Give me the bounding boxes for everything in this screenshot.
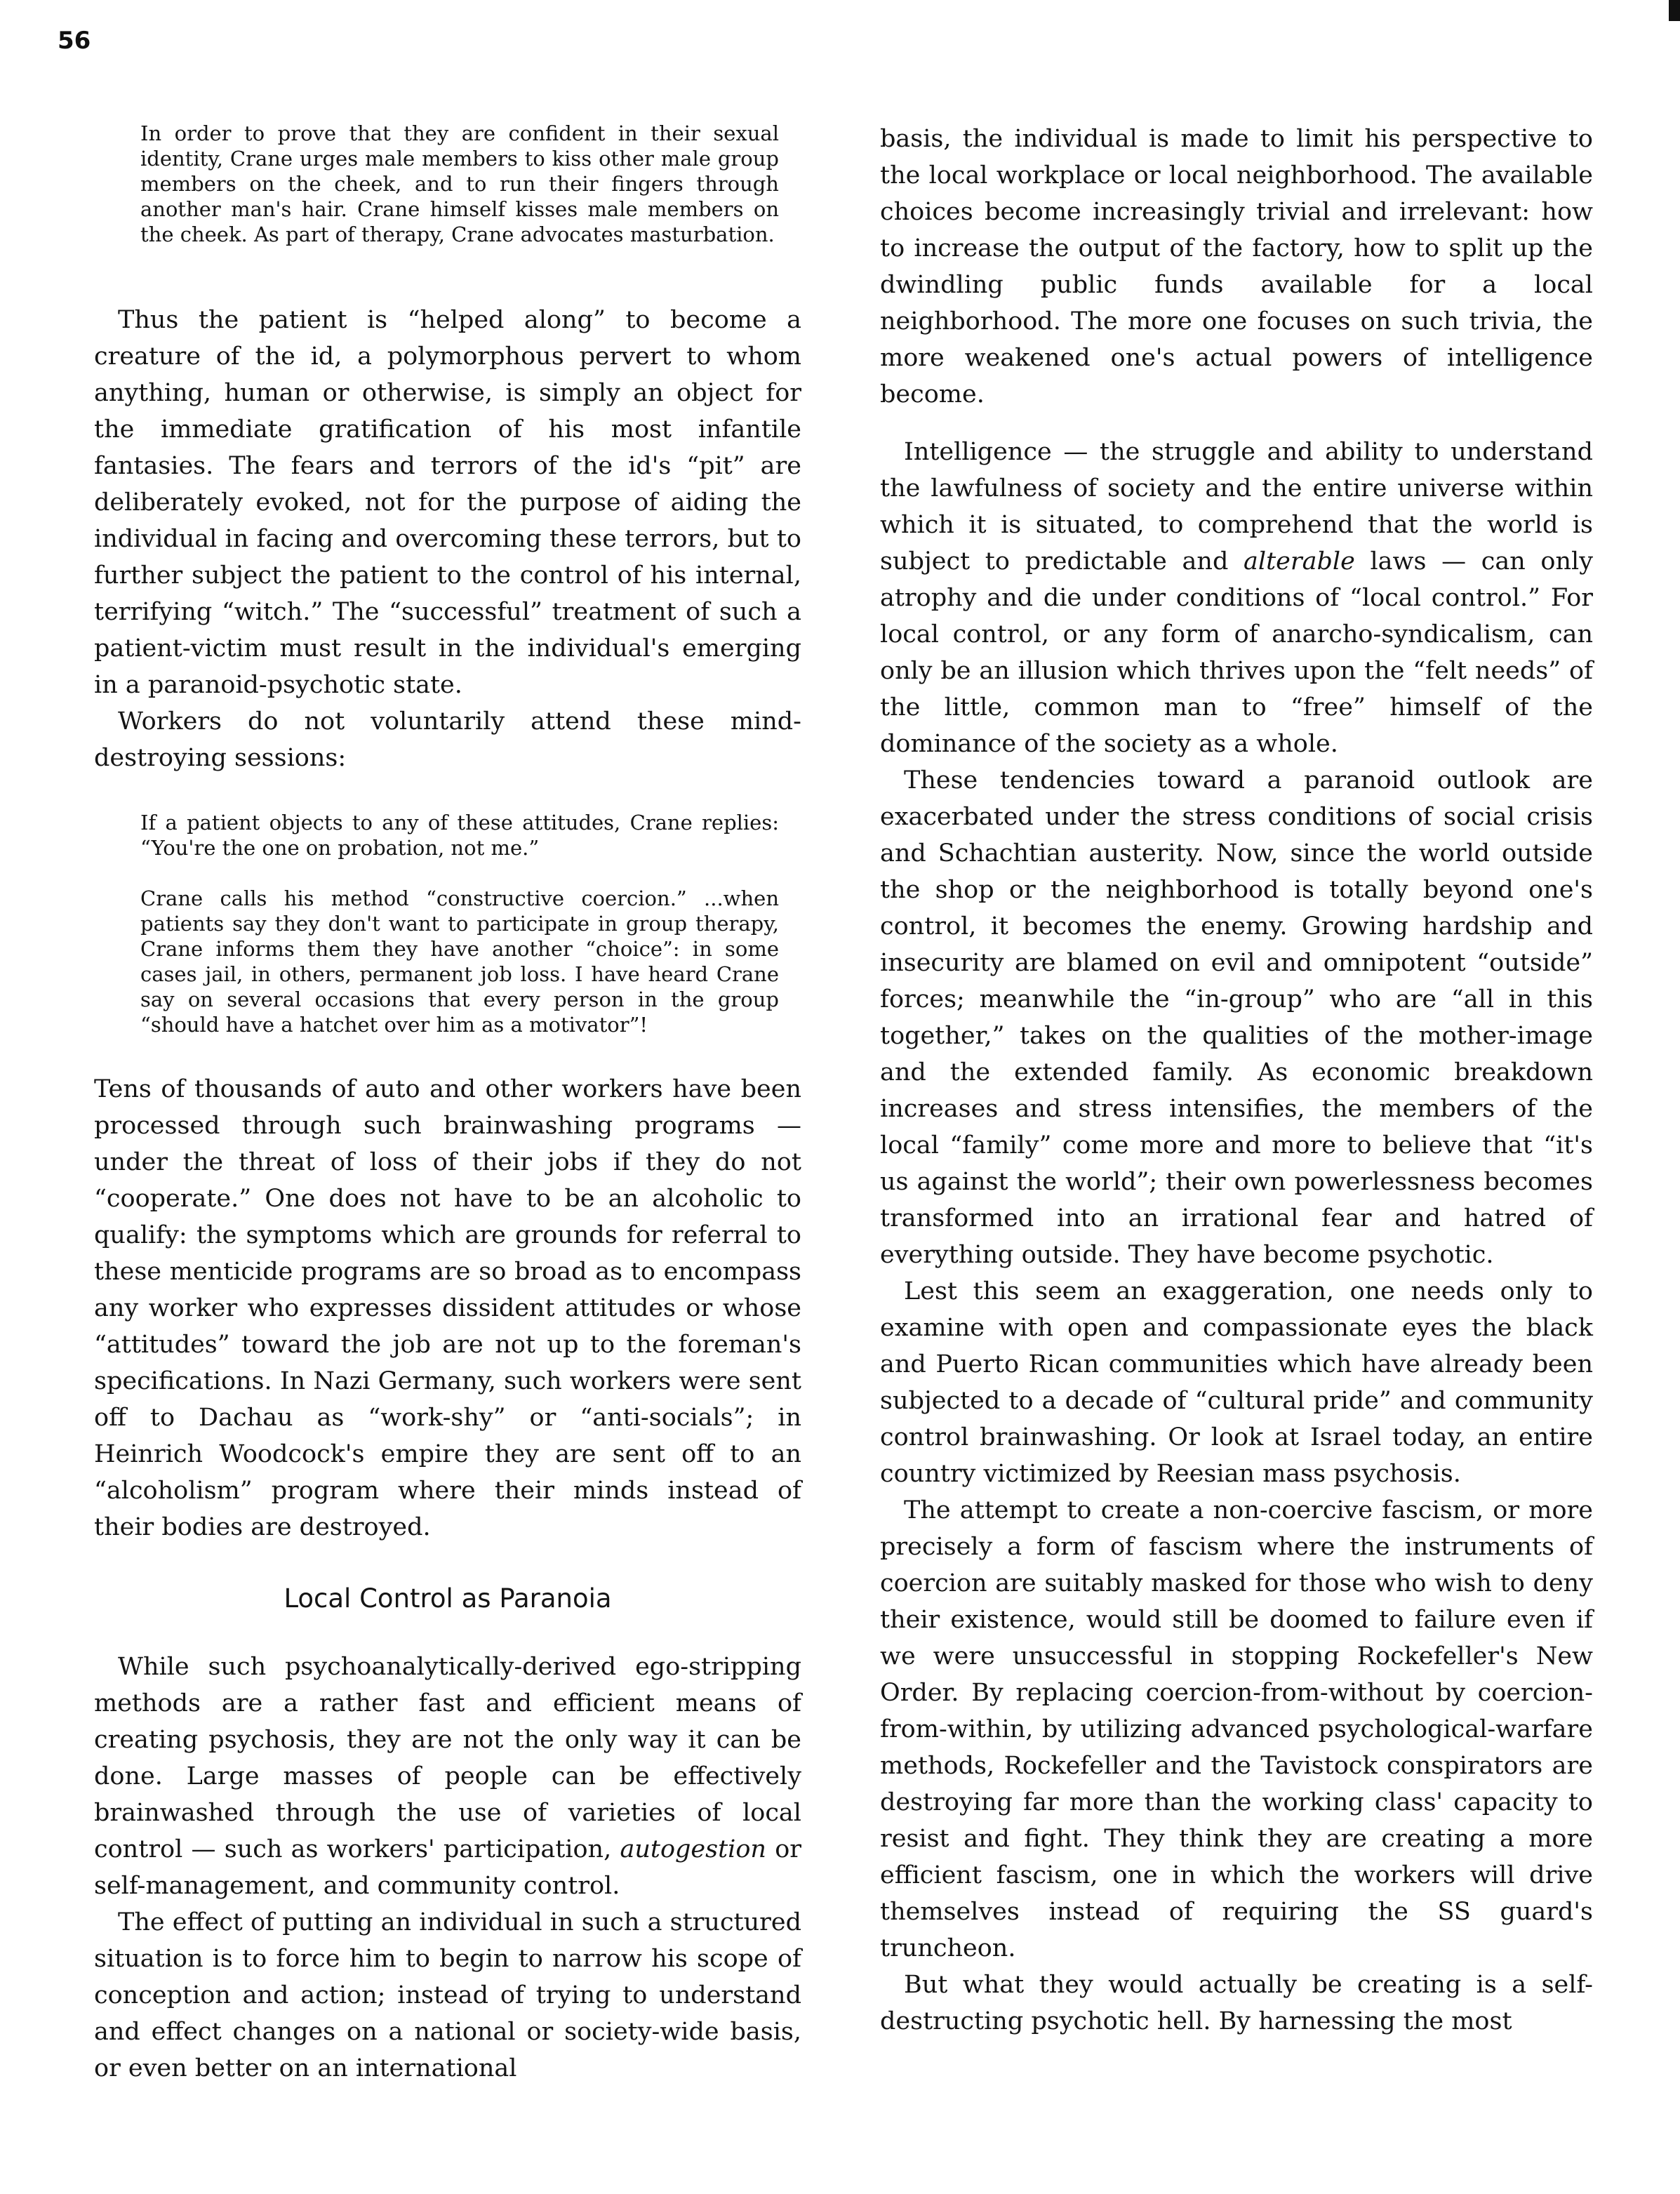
paragraph-text: laws — can only atrophy and die under conditions of “local control.” For local control, or any form of anarcho-syndicalism, can only be an illusion which thrives upon the “felt needs” of the little, common man to “free” himself of the dominance of the society as a whole.: [880, 547, 1593, 758]
section-heading: Local Control as Paranoia: [284, 1583, 612, 1614]
block-quote: In order to prove that they are confident in their sexual identity, Crane urges male members to kiss other male group members on the cheek, and to run their fingers through another man's hair. Crane himself kisses male members on the cheek. As part of therapy, Crane advocates masturbation.: [140, 121, 779, 246]
paragraph: The effect of putting an individual in such a structured situation is to force him to begin to narrow his scope of conception and action; instead of trying to understand and effect changes on a national or society-wide basis, or even better on an international: [94, 1908, 801, 2082]
block-quote: If a patient objects to any of these attitudes, Crane replies: “You're the one on probation, not me.”: [140, 811, 779, 860]
paragraph: Thus the patient is “helped along” to become a creature of the id, a polymorphous pervert to whom anything, human or otherwise, is simply an object for the immediate gratification of his most infantile fantasies. The fears and terrors of the id's “pit” are deliberately evoked, not for the purpose of aiding the individual in facing and overcoming these terrors, but to further subject the patient to the control of his internal, terrifying “witch.” The “successful” treatment of such a patient-victim must result in the individual's emerging in a paranoid-psychotic state.: [94, 306, 801, 699]
right-column: [880, 121, 1593, 2040]
paragraph-text: or self-management, and community control.: [94, 1835, 802, 1900]
paragraph: But what they would actually be creating is a self-destructing psychotic hell. By harnessing the most: [880, 1971, 1593, 2035]
paragraph: basis, the individual is made to limit his perspective to the local workplace or local neighborhood. The available choices become increasingly trivial and irrelevant: how to increase the output of the factory, how to split up the dwindling public funds available for a local neighborhood. The more one focuses on such trivia, the more weakened one's actual powers of intelligence become.: [880, 125, 1593, 408]
page-number: 56: [58, 27, 91, 55]
paragraph: Lest this seem an exaggeration, one needs only to examine with open and compassionate eyes the black and Puerto Rican communities which have already been subjected to a decade of “cultural pride” and community control brainwashing. Or look at Israel today, an entire country victimized by Reesian mass psychosis.: [880, 1277, 1593, 1488]
scan-corner-mark: [1669, 0, 1680, 21]
paragraph: Workers do not voluntarily attend these mind-destroying sessions:: [94, 707, 801, 772]
paragraph: These tendencies toward a paranoid outlook are exacerbated under the stress conditions of social crisis and Schachtian austerity. Now, since the world outside the shop or the neighborhood is totally beyond one's control, it becomes the enemy. Growing hardship and insecurity are blamed on evil and omnipotent “outside” forces; meanwhile the “in-group” who are “all in this together,” takes on the qualities of the mother-image and the extended family. As economic breakdown increases and stress intensifies, the members of the local “family” come more and more to believe that “it's us against the world”; their own powerlessness becomes transformed into an irrational fear and hatred of everything outside. They have become psychotic.: [880, 766, 1593, 1269]
paragraph: [880, 434, 1593, 762]
block-quote: Crane calls his method “constructive coercion.” ...when patients say they don't want to participate in group therapy, Crane informs them they have another “choice”: in some cases jail, in others, permanent job loss. I have heard Crane say on several occasions that every person in the group “should have a hatchet over him as a motivator”!: [140, 886, 779, 1037]
paragraph: The attempt to create a non-coercive fascism, or more precisely a form of fascism where the instruments of coercion are suitably masked for those who wish to deny their existence, would still be doomed to failure even if we were unsuccessful in stopping Rockefeller's New Order. By replacing coercion-from-without by coercion-from-within, by utilizing advanced psychological-warfare methods, Rockefeller and the Tavistock conspirators are destroying far more than the working class' capacity to resist and fight. They think they are creating a more efficient fascism, one in which the workers will drive themselves instead of requiring the SS guard's truncheon.: [880, 1496, 1593, 1962]
paragraph-text: Intelligence — the struggle and ability to understand the lawfulness of society and the entire universe within which it is situated, to comprehend that the world is subject to predictable and: [880, 438, 1593, 576]
left-column: [94, 121, 801, 2087]
italic-term: alterable: [1244, 547, 1355, 576]
italic-term: autogestion: [620, 1835, 766, 1863]
paragraph-text: While such psychoanalytically-derived ego-stripping methods are a rather fast and efficient means of creating psychosis, they are not the only way it can be done. Large masses of people can be effectively brainwashed through the use of varieties of local control — such as workers' participation,: [94, 1653, 801, 1863]
paragraph: [94, 1649, 801, 1904]
paragraph: Tens of thousands of auto and other workers have been processed through such brainwashing programs — under the threat of loss of their jobs if they do not “cooperate.” One does not have to be an alcoholic to qualify: the symptoms which are grounds for referral to these menticide programs are so broad as to encompass any worker who expresses dissident attitudes or whose “attitudes” toward the job are not up to the foreman's specifications. In Nazi Germany, such workers were sent off to Dachau as “work-shy” or “anti-socials”; in Heinrich Woodcock's empire they are sent off to an “alcoholism” program where their minds instead of their bodies are destroyed.: [94, 1075, 801, 1541]
